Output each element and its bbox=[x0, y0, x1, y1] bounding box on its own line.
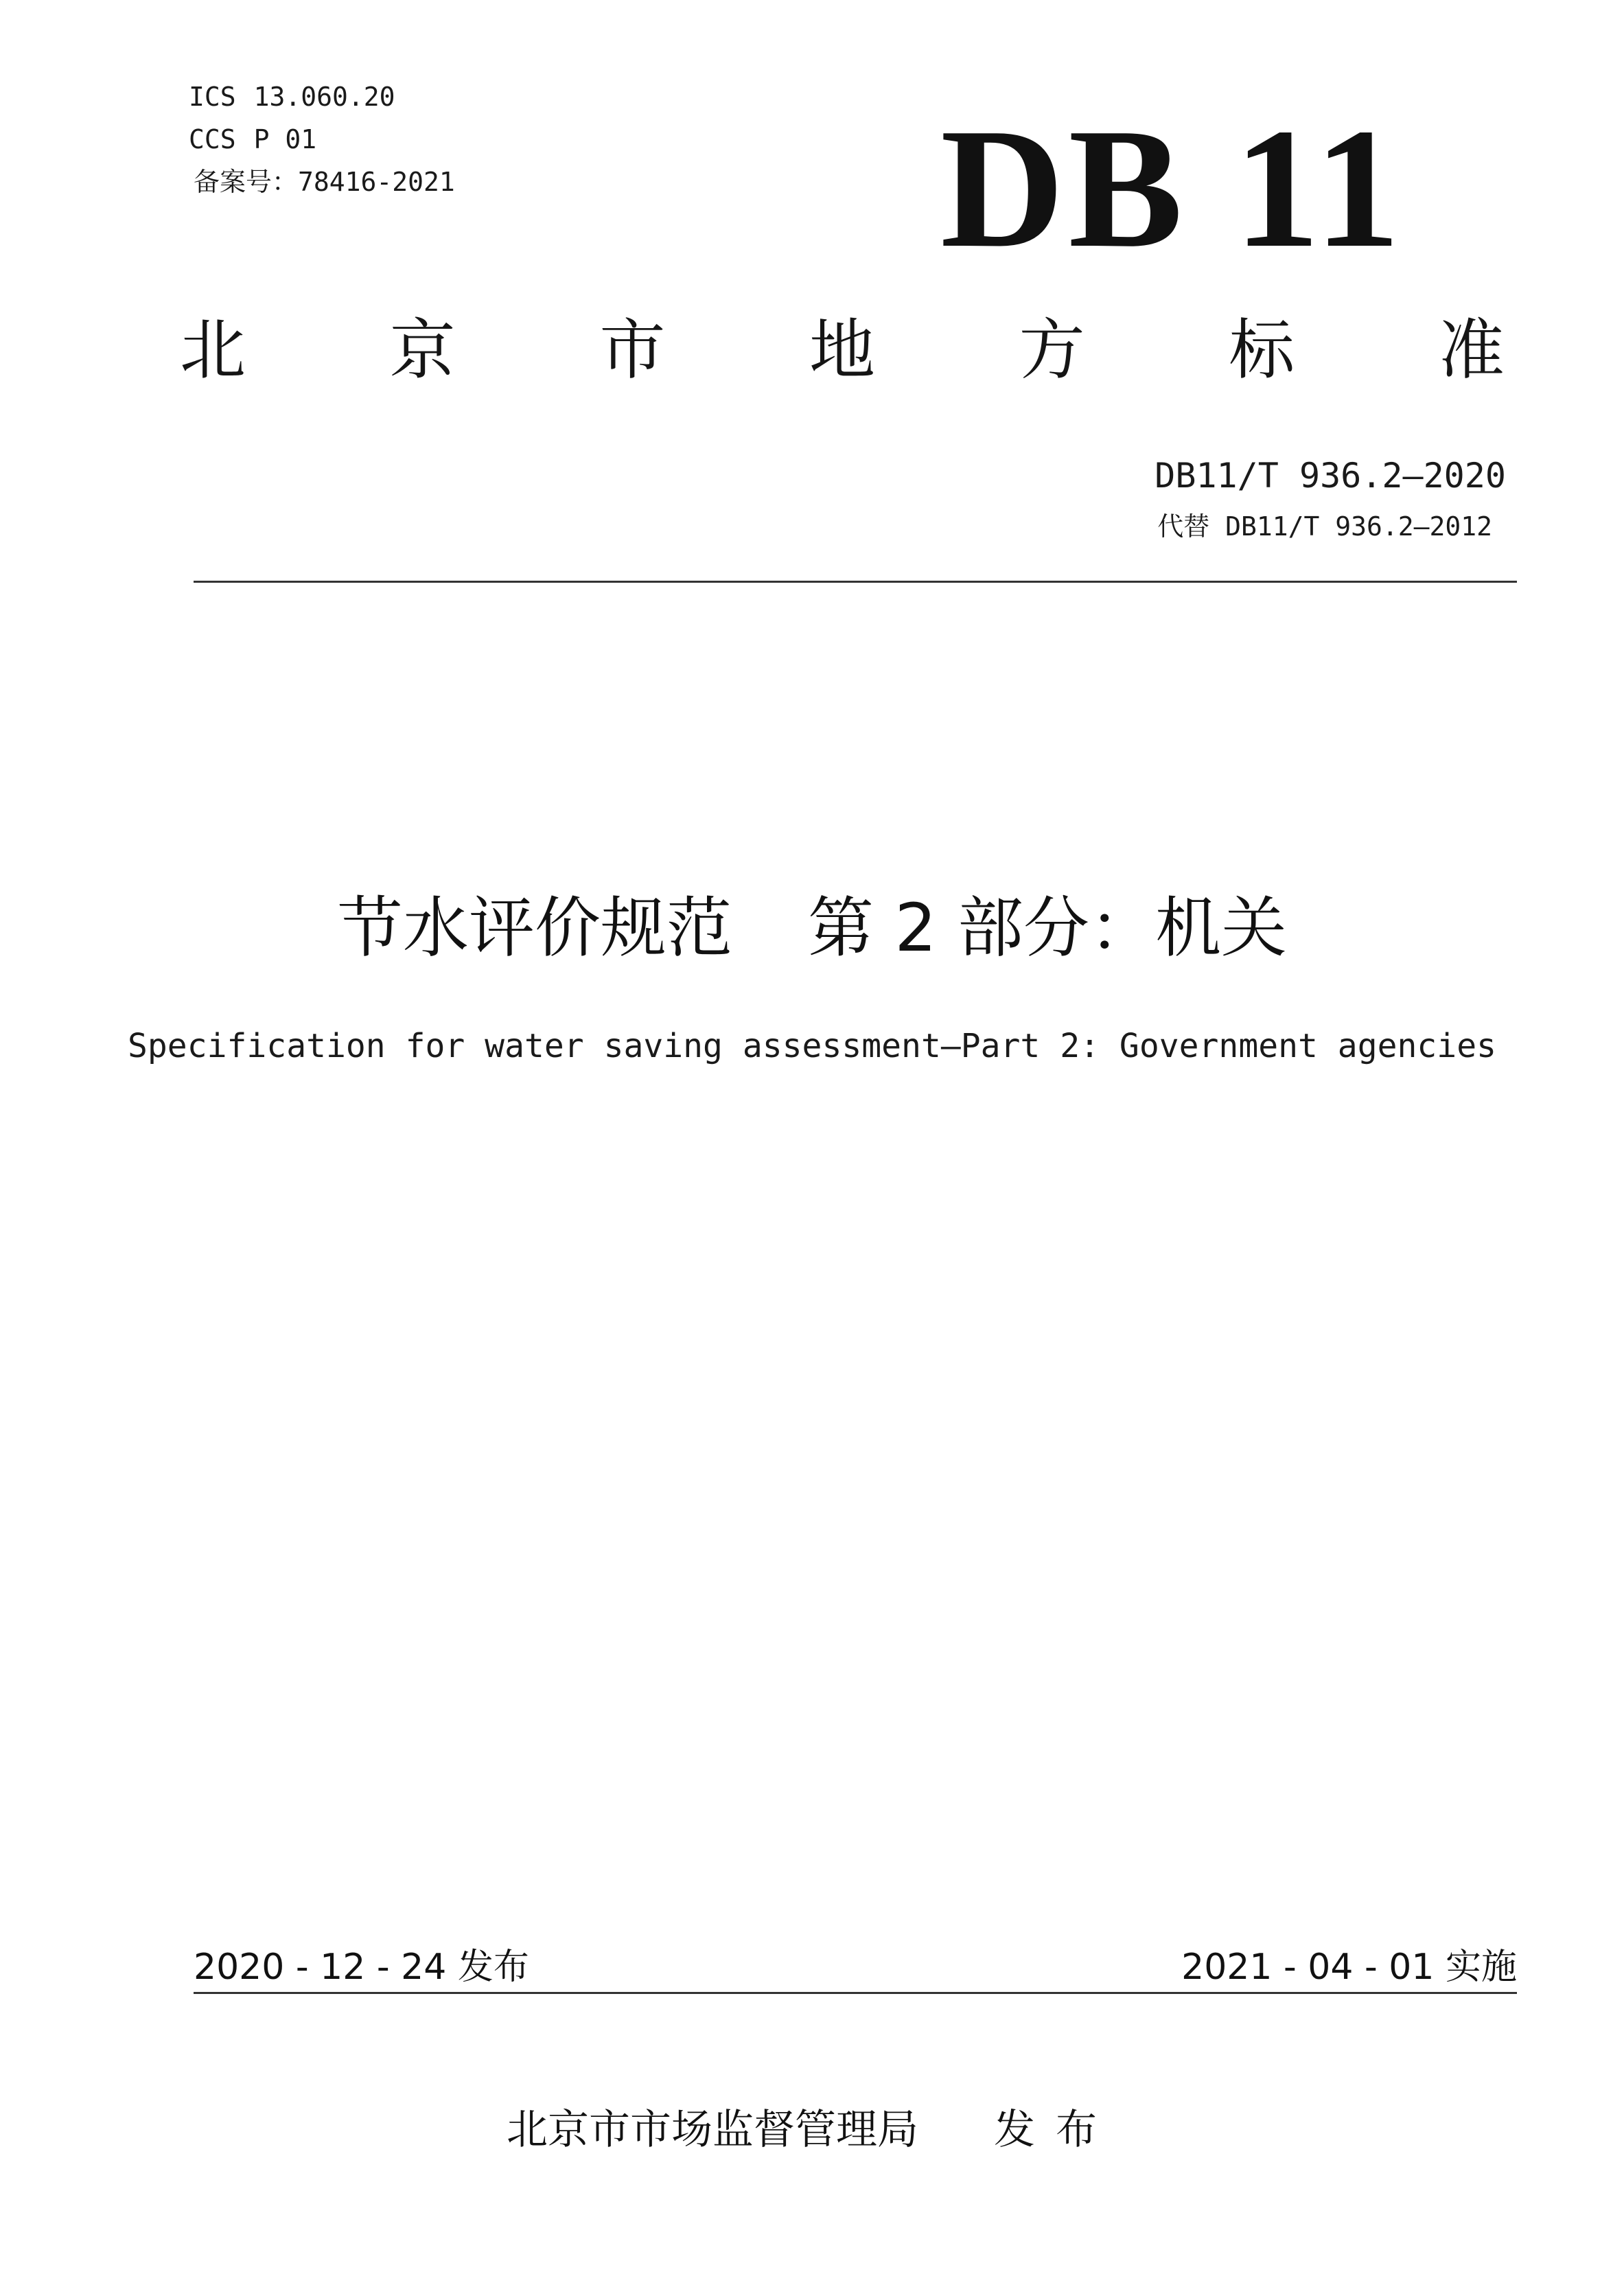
issue-date: 2020 - 12 - 24 发布 bbox=[194, 1947, 529, 1988]
filing-number: 备案号：78416-2021 bbox=[194, 167, 455, 197]
ccs-code-line bbox=[189, 126, 316, 152]
local-standard-title bbox=[180, 314, 1505, 387]
document-title-cn bbox=[0, 892, 1624, 965]
ics-value: 13.060.20 bbox=[253, 82, 395, 112]
title-main: 节水评价规范 bbox=[336, 890, 732, 966]
local-title-char: 准 bbox=[1438, 312, 1505, 389]
title-part: 第 2 部分：机关 bbox=[807, 890, 1288, 966]
db11-logo: DB 11 bbox=[940, 93, 1404, 283]
local-title-char: 标 bbox=[1229, 312, 1295, 389]
ccs-label: CCS bbox=[189, 124, 236, 154]
local-title-char: 地 bbox=[809, 312, 875, 389]
effective-date: 2021 - 04 - 01 实施 bbox=[1181, 1947, 1517, 1988]
publisher bbox=[0, 2107, 1624, 2153]
publisher-name: 北京市市场监督管理局 bbox=[507, 2106, 918, 2154]
local-title-char: 市 bbox=[599, 312, 666, 389]
local-title-char: 方 bbox=[1019, 312, 1085, 389]
replaces-standard: 代替 DB11/T 936.2—2012 bbox=[1157, 511, 1492, 542]
document-title-en: Specification for water saving assessment—Part 2: Government agencies bbox=[128, 1027, 1496, 1065]
bottom-divider bbox=[194, 1992, 1517, 1994]
local-title-char: 京 bbox=[389, 312, 456, 389]
ics-label: ICS bbox=[189, 82, 236, 112]
top-divider bbox=[194, 581, 1517, 583]
standard-number: DB11/T 936.2—2020 bbox=[1155, 456, 1506, 496]
ccs-value: P 01 bbox=[253, 124, 317, 154]
publisher-issue-label: 发布 bbox=[994, 2106, 1117, 2154]
ics-code-line bbox=[189, 84, 395, 110]
local-title-char: 北 bbox=[180, 312, 246, 389]
